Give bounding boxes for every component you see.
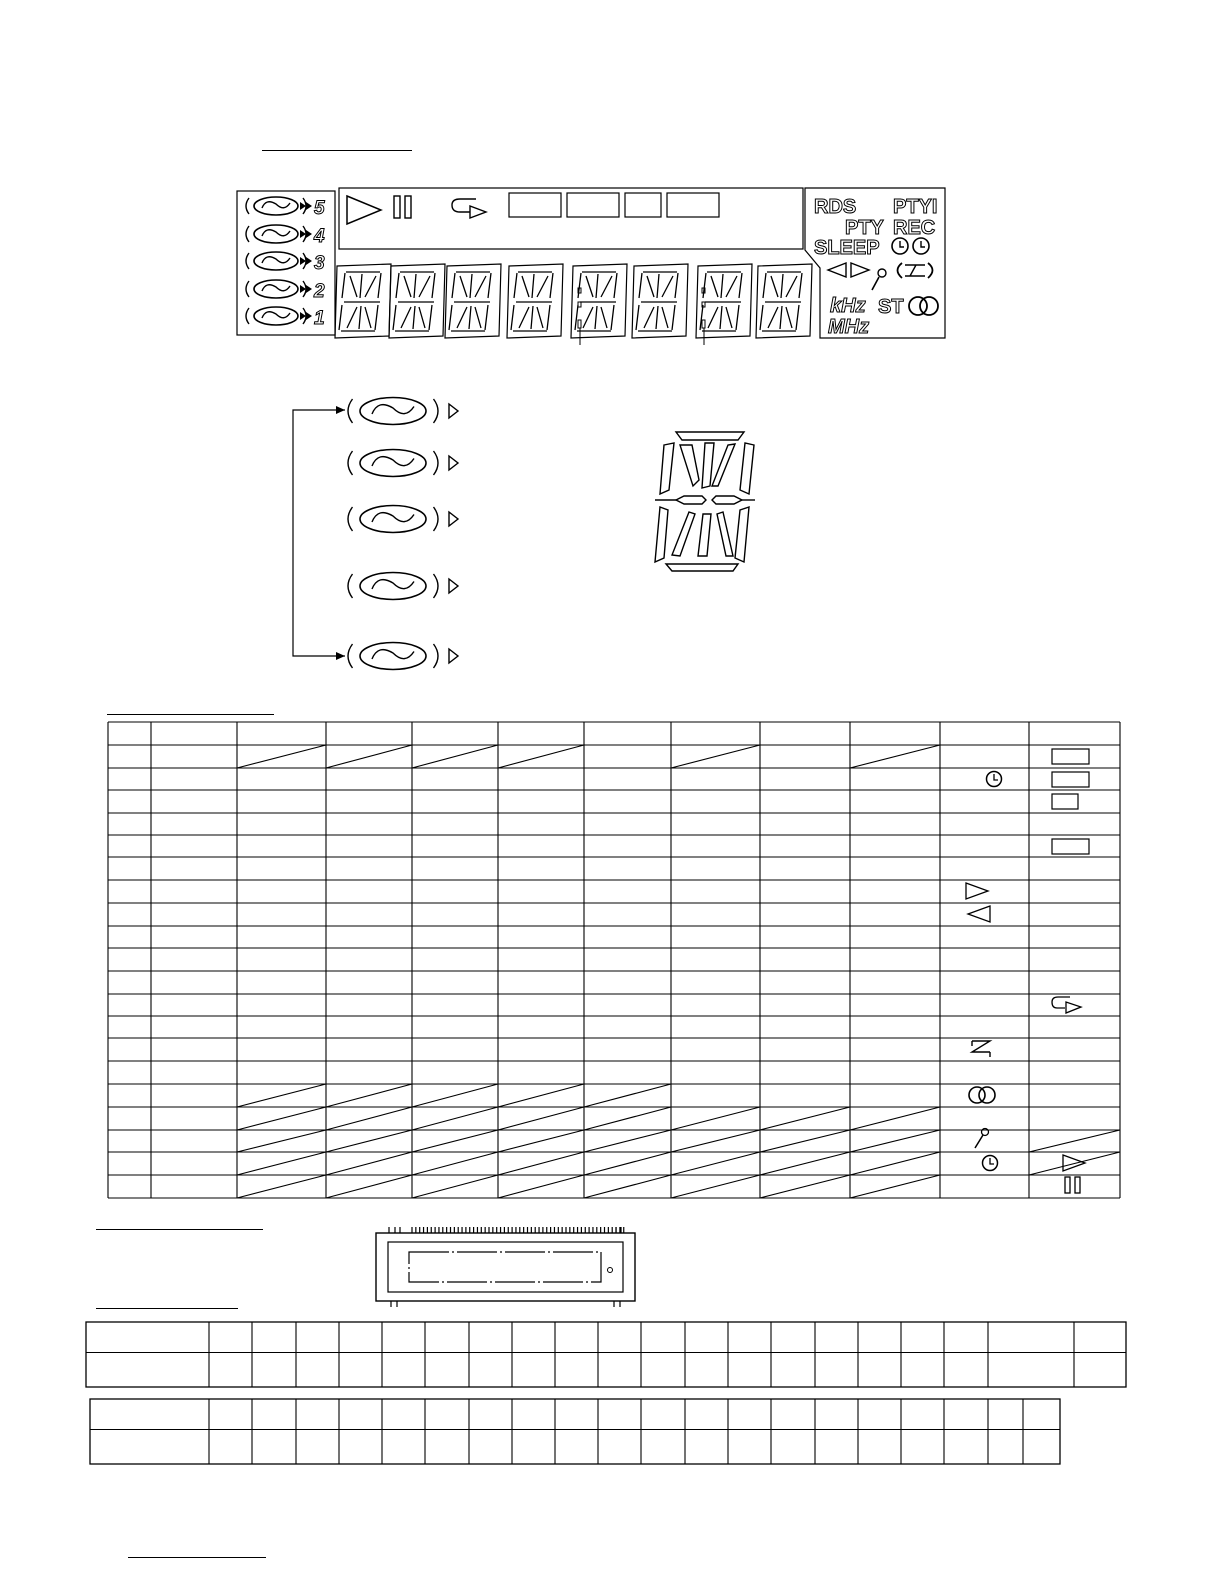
mhz-label: MHz (828, 316, 870, 338)
ptyi-label: PTYI (893, 196, 938, 218)
khz-label: kHz (830, 295, 866, 317)
pin-table-a (86, 1322, 1126, 1387)
disc-number-5: 5 (314, 198, 325, 219)
rec-label: REC (893, 217, 936, 239)
disc-number-1: 1 (314, 308, 325, 329)
disc-number-3: 3 (314, 253, 325, 274)
disc-number-4: 4 (314, 226, 325, 247)
footer-underline (128, 1557, 266, 1558)
disc-number-2: 2 (314, 281, 325, 302)
pin-table-b (90, 1399, 1060, 1464)
st-label: ST (878, 296, 904, 318)
pty-label: PTY (845, 217, 884, 239)
rds-label: RDS (814, 196, 857, 218)
sleep-label: SLEEP (814, 237, 880, 259)
